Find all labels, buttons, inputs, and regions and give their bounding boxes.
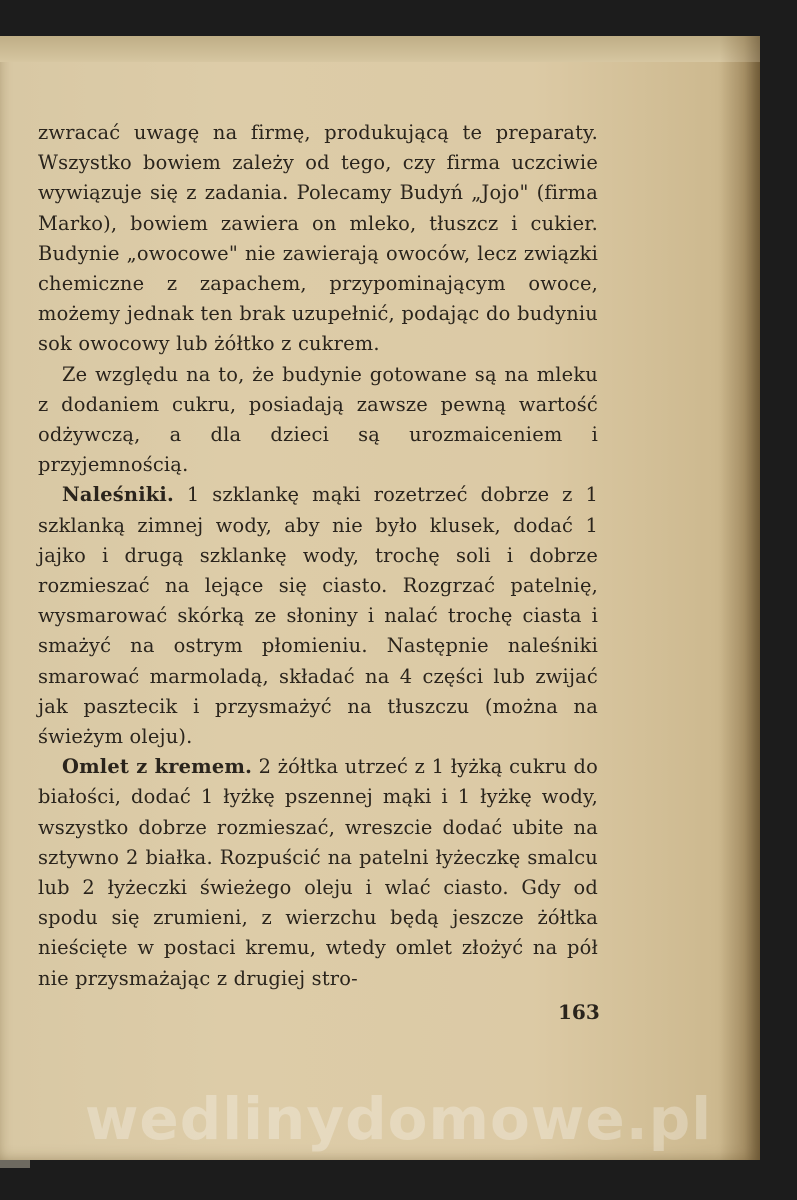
body-text [38,118,598,994]
recipe-title: Naleśniki. [62,483,174,507]
recipe-title: Omlet z kremem. [62,755,253,779]
paragraph-continued [38,118,598,360]
recipe-nalesniki [38,480,598,752]
paragraph-budynie [38,360,598,481]
recipe-text: 1 szklankę mąki rozetrzeć dobrze z 1 szklanką zimnej wody, aby nie było klusek, dodać 1 jajko i drugą szklankę wody, trochę soli i dobrze rozmieszać na lejące się ciasto. Rozgrzać patelnię, wysmarować skórką ze słoniny i nalać trochę ciasta i smażyć na ostrym płomieniu. Następnie naleśniki smarować marmoladą, składać na 4 części lub zwijać jak pasztecik i przysmażyć na tłuszczu (można na świeżym oleju). [38,483,598,749]
watermark: wedlinydomowe.pl [84,1085,713,1153]
page-right-edge [720,36,760,1160]
page-number: 163 [558,1000,600,1024]
paragraph-text: Ze względu na to, że budynie gotowane są na mleku z dodaniem cukru, posiadają zawsze pewną wartość odżywczą, a dla dzieci są urozmaiceniem i przyjemnością. [38,362,598,477]
recipe-text: 2 żółtka utrzeć z 1 łyżką cukru do białości, dodać 1 łyżkę pszennej mąki i 1 łyżkę wody, wszystko dobrze rozmieszać, wreszcie dodać ubite na sztywno 2 białka. Rozpuścić na patelni łyżeczkę smalcu lub 2 łyżeczki świeżego oleju i wlać ciasto. Gdy od spodu się zrumieni, z wierzchu będą jeszcze żółtka nieścięte w postaci kremu, wtedy omlet złożyć na pół nie przysmażając z drugiej stro- [38,755,598,990]
recipe-omlet [38,752,598,994]
page-top-edge [0,36,760,62]
paragraph-text: zwracać uwagę na firmę, produkującą te preparaty. Wszystko bowiem zależy od tego, czy firma uczciwie wywiązuje się z zadania. Polecamy Budyń „Jojo" (firma Marko), bowiem zawiera on mleko, tłuszcz i cukier. Budynie „owocowe" nie zawierają owoców, lecz związki chemiczne z zapachem, przypominającym owoce, możemy jednak ten brak uzupełnić, podając do budyniu sok owocowy lub żółtko z cukrem. [38,121,598,356]
